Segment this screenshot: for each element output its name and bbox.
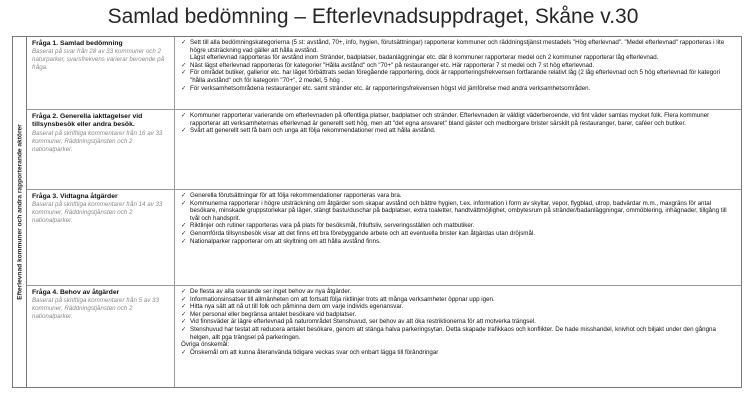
question-basis: Baserat på skriftliga kommentarer från 5 av 33 kommuner, Räddningstjänsten och 2 nationalparker. [32, 297, 159, 321]
other-wishes-heading: Övriga önskemål: [181, 341, 230, 349]
list-item: ✓ Genomförda tillsynsbesök visar att det finns ett bra förebyggande arbete och att eventuella brister kan åtgärdas utan dröjsmål. [181, 229, 535, 237]
list-item: ✓ Nationalparker rapporterar om att skyltning om att hålla avstånd finns. [181, 237, 381, 245]
check-icon: ✓ [181, 303, 187, 311]
check-icon: ✓ [181, 325, 187, 333]
list-item: ✓ Riktlinjer och rutiner rapporteras vara på plats för besöksmål, friluftsliv, serveringsställen och matbutiker. [181, 222, 475, 230]
list-item: ✓ Kommuner rapporterar varierande om efterlevnaden på offentliga platser, badplatser och stränder. Efterlevnaden är väldigt väderberoende, vid fint väder samlas mycket folk. Flera kommuner rapporterar att verksamheternas efterlevnad är generellt sett hög, men att "det egna ansvaret" bland gäster och medborgare brister särskilt på restauranger, barer, caféer och butiker. [181, 112, 710, 127]
side-label: Efterlevnad kommuner och andra rapporterande aktörer [16, 124, 23, 300]
check-icon: ✓ [181, 69, 187, 77]
check-icon: ✓ [181, 229, 187, 237]
page-title: Samlad bedömning – Efterlevnadsuppdraget, Skåne v.30 [107, 5, 639, 28]
list-item: ✓ Önskemål om att kunna återanvända tidigare veckas svar och enbart lägga till förändringar [181, 348, 439, 356]
list-item: ✓ Stenshuvud har testat att reducera antalet besökare, genom att stänga halva parkeringsytan. Detta skapade trafikkaos och konflikter. De hade misshandel, knivhot och biljakt under den gångna helgen, allt pga trängsel på parkeringen. [181, 325, 716, 341]
list-item: ✓ Sett till alla bedömningskategorierna (5 st: avstånd, 70+, info, hygien, förutsättningar) rapporterar kommuner och räddningstjänst mestadels "Hög efterlevnad". "Medel efterlevnad" rapporteras i lite högre utsträckning vad gäller att hålla avstånd. [181, 39, 725, 54]
answer-cell [175, 190, 741, 285]
check-icon: ✓ [181, 348, 187, 356]
question-cell [27, 37, 175, 109]
check-icon: ✓ [181, 112, 187, 119]
check-icon: ✓ [181, 295, 187, 303]
answer-cell [175, 286, 741, 387]
check-icon: ✓ [181, 318, 187, 326]
list-item: Lägst efterlevnad rapporteras för avstånd inom Stränder, badplatser, badanläggningar etc. där 8 kommuner rapporterar medel och 2 kommuner rapporterar låg efterlevnad. [190, 54, 659, 62]
question-cell [27, 110, 175, 189]
question-basis: Baserat på skriftliga kommentarer från 14 av 33 kommuner, Räddningstjänsten och 2 nationalparker. [32, 201, 163, 225]
list-item: ✓ Näst lägst efterlevnad rapporteras för kategorier "Hålla avstånd" och "70+" på restauranger etc. Här rapporterar 7 st medel och 7 st hög efterlevnad. [181, 61, 595, 69]
check-icon: ✓ [181, 192, 187, 199]
list-item: ✓ Vid finnsväder är lägre efterlevnad på naturområdet Stenshuvud, ser behov av att öka restriktionerna för att motverka trängsel. [181, 318, 536, 326]
list-item: ✓ Svårt att generellt sett få barn och unga att följa rekommendationer med att hålla avstånd. [181, 127, 436, 135]
question-basis: Baserat på svar från 28 av 33 kommuner och 2 naturparker, svarsfrekvens varierar beroende på fråga. [32, 48, 165, 72]
check-icon: ✓ [181, 39, 187, 46]
list-item: ✓ Hitta nya sätt att nå ut till folk och påminna dem om varje individs egenansvar. [181, 303, 404, 311]
list-item: ✓ De flesta av alla svarande ser inget behov av nya åtgärder. [181, 288, 352, 295]
list-item: ✓ Mer personal eller begränsa antalet besökare vid badplatser. [181, 310, 357, 318]
answer-cell [175, 110, 741, 189]
question-title: Fråga 2. Generella iakttagelser vid tillsynsbesök eller andra besök. [32, 113, 143, 129]
table-row-q2 [27, 109, 741, 189]
table-row-q1 [27, 37, 741, 109]
list-item: ✓ För området butiker, gallerior etc. har läget förbättrats sedan föregående rapportering, dock är rapporteringsfrekvensen fortfarande relativt låg (2 låg efterlevnad och 5 hög efterlevnad för kategori "hålla avstånd" och för kategorin "70+", 2 medel, 5 hög . [181, 69, 721, 84]
check-icon: ✓ [181, 288, 187, 295]
check-icon: ✓ [181, 127, 187, 135]
list-item: ✓ Generella förutsättningar för att följa rekommendationer rapporteras vara bra. [181, 192, 402, 199]
question-basis: Baserat på skriftliga kommentarer från 16 av 33 kommuner, Räddningstjänsten och 2 nationalparker. [32, 129, 163, 153]
check-icon: ✓ [181, 222, 187, 230]
check-icon: ✓ [181, 237, 187, 245]
question-cell [27, 190, 175, 285]
answer-cell [175, 37, 741, 109]
check-icon: ✓ [181, 310, 187, 318]
list-item: ✓ Kommunerna rapporterar i högre utsträckning om åtgärder som skapar avstånd och bättre hygien, t.ex. information i form av skyltar, vepor, flygblad, utrop, badvärdar m.m., maxgräns för antal besökare, minskade gruppstorlekar på läger, stängt bastu/duschar på badplatser, extra toaletter, handtvättmöjlighet, ombytesrum på stränder/badanläggningar, ommöblering, inhägnader, tillgång till tvål och handsprit. [181, 199, 727, 222]
list-item: ✓ För verksamhetsområdena restauranger etc. samt stränder etc. är rapporteringsfrekvensen högst vid jämförelse med andra verksamhetsområden. [181, 84, 591, 92]
check-icon: ✓ [181, 199, 187, 207]
check-icon: ✓ [181, 84, 187, 92]
check-icon: ✓ [181, 61, 187, 69]
question-title: Fråga 1. Samlad bedömning [32, 40, 123, 47]
table-row-q4 [27, 285, 741, 387]
question-title: Fråga 3. Vidtagna åtgärder [32, 193, 118, 200]
assessment-table [12, 36, 742, 388]
table-row-q3 [27, 189, 741, 285]
question-cell [27, 286, 175, 387]
side-label-column [13, 37, 27, 387]
list-item: ✓ Informationsinsatser till allmänheten om att fortsatt följa riktlinjer trots att många verksamheter öppnar upp igen. [181, 295, 495, 303]
question-title: Fråga 4. Behov av åtgärder [32, 289, 120, 296]
